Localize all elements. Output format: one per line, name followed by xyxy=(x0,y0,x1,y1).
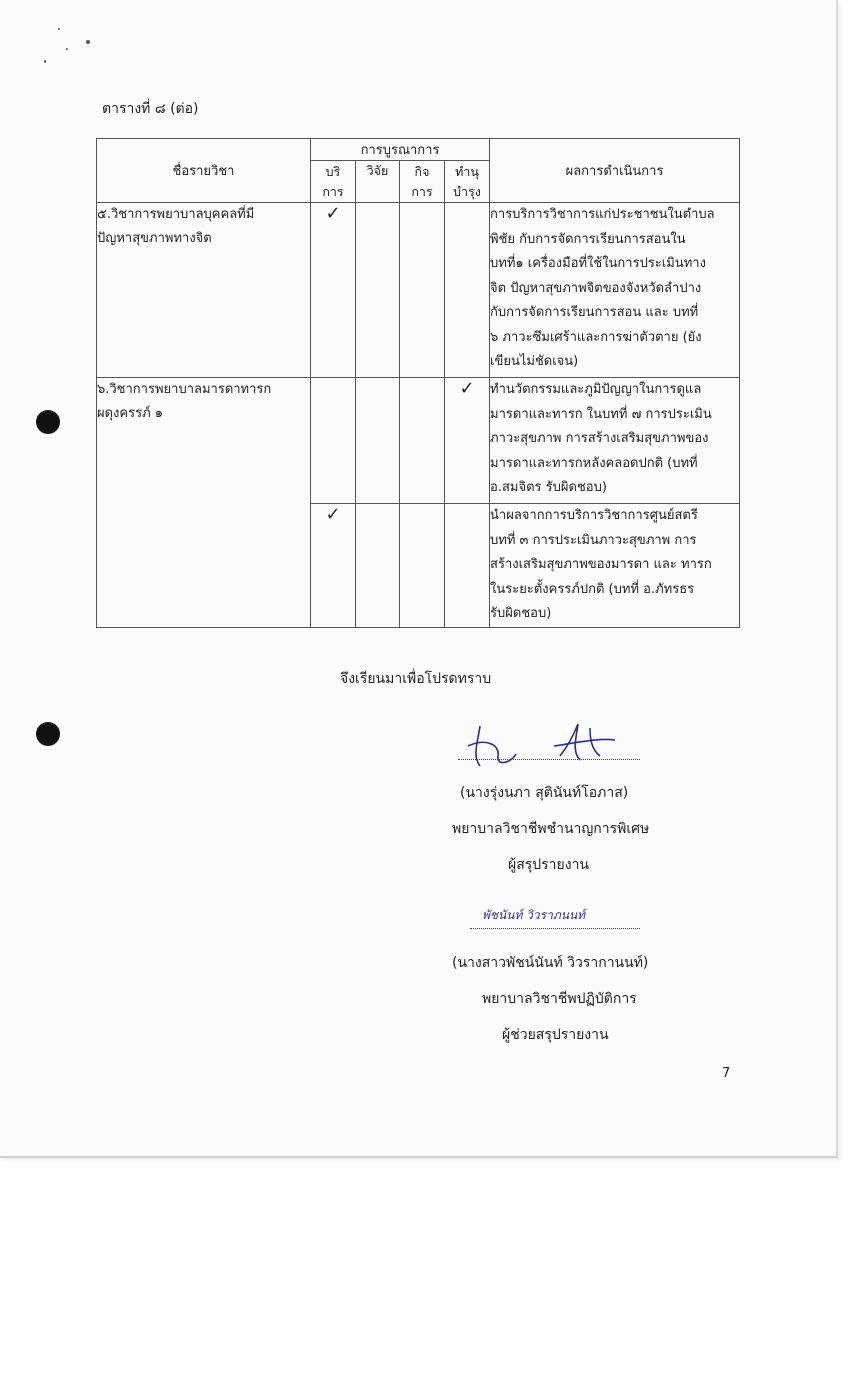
service-check-cell xyxy=(311,203,356,378)
result-line: เขียนไม่ชัดเจน) xyxy=(490,354,579,369)
check-mark-icon: ✓ xyxy=(325,203,341,224)
research-cell xyxy=(356,504,400,628)
activity-cell xyxy=(400,504,445,628)
signature-2-handwriting: พัชนันท์ วิวราภนนท์ xyxy=(482,908,586,922)
header-integration: การบูรณาการ xyxy=(311,139,490,161)
signature-line xyxy=(470,928,640,929)
signer-1-role: ผู้สรุปรายงาน xyxy=(508,857,590,873)
punch-hole xyxy=(36,722,60,746)
signer-2-role: ผู้ช่วยสรุปรายงาน xyxy=(502,1027,609,1043)
header-result: ผลการดำเนินการ xyxy=(490,139,740,203)
signer-1-position: พยาบาลวิชาชีพชำนาญการพิเศษ xyxy=(452,821,650,837)
table-caption: ตารางที่ ๘ (ต่อ) xyxy=(102,101,199,117)
research-cell xyxy=(356,378,400,504)
header-culture-line1: ทำนุ xyxy=(455,163,479,179)
result-line: รับผิดชอบ) xyxy=(490,606,552,621)
header-service-line2: การ xyxy=(322,183,344,199)
subject-line: ๕.วิชาการพยาบาลบุคคลที่มี xyxy=(97,207,255,222)
signature-1-icon xyxy=(450,716,640,776)
signer-2-name: (นางสาวพัชน์นันท์ วิวรากานนท์) xyxy=(452,955,649,971)
result-line: มารดาและทารก ในบทที่ ๗ การประเมิน xyxy=(490,406,712,422)
scan-speck xyxy=(66,48,68,50)
check-mark-icon: ✓ xyxy=(325,504,341,525)
result-cell xyxy=(490,504,740,628)
result-line: ทำนวัตกรรมและภูมิปัญญาในการดูแล xyxy=(490,382,702,397)
result-cell xyxy=(490,203,740,378)
service-cell xyxy=(311,378,356,504)
header-service-line1: บริ xyxy=(325,163,341,179)
signer-2-position: พยาบาลวิชาชีพปฏิบัติการ xyxy=(482,991,637,1007)
subject-cell xyxy=(97,203,311,378)
result-line: อ.สมจิตร รับผิดชอบ) xyxy=(490,480,607,495)
result-line: พิชัย กับการจัดการเรียนการสอนใน xyxy=(490,231,686,247)
activity-cell xyxy=(400,203,445,378)
result-cell xyxy=(490,378,740,504)
header-research xyxy=(356,161,400,203)
check-mark-icon: ✓ xyxy=(459,378,475,399)
subject-line: ๖.วิชาการพยาบาลมารดาทารก xyxy=(97,382,272,397)
scan-speck xyxy=(58,28,60,30)
table-row xyxy=(97,378,740,504)
result-line: ภาวะสุขภาพ การสร้างเสริมสุขภาพของ xyxy=(490,431,709,446)
result-line: การบริการวิชาการแก่ประชาชนในตำบล xyxy=(490,207,715,222)
integration-table xyxy=(96,138,740,628)
signer-1-name: (นางรุ่งนภา สุตินันท์โอภาส) xyxy=(460,785,629,801)
result-line: มารดาและทารกหลังคลอดปกติ (บทที่ xyxy=(490,455,698,471)
result-line: ในระยะตั้งครรภ์ปกติ (บทที่ อ.ภัทรธร xyxy=(490,581,695,597)
culture-cell xyxy=(445,203,490,378)
punch-hole xyxy=(36,410,60,434)
subject-cell xyxy=(97,378,311,628)
result-line: จิต ปัญหาสุขภาพจิตของจังหวัดลำปาง xyxy=(490,280,702,296)
header-subject: ชื่อรายวิชา xyxy=(97,139,311,203)
header-activity xyxy=(400,161,445,203)
subject-line: ผดุงครรภ์ ๑ xyxy=(97,406,164,421)
result-line: บทที่ ๓ การประเมินภาวะสุขภาพ การ xyxy=(490,532,697,548)
header-service xyxy=(311,161,356,203)
header-research-label: วิจัย xyxy=(366,163,389,178)
activity-cell xyxy=(400,378,445,504)
header-activity-line2: การ xyxy=(411,183,433,199)
closing-text: จึงเรียนมาเพื่อโปรดทราบ xyxy=(340,671,492,687)
result-line: สร้างเสริมสุขภาพของมารดา และ ทารก xyxy=(490,557,712,572)
page-number: 7 xyxy=(722,1066,731,1081)
culture-check-cell xyxy=(445,378,490,504)
header-culture-line2: บำรุง xyxy=(453,183,481,199)
result-line: ๖ ภาวะซึมเศร้าและการฆ่าตัวตาย (ยัง xyxy=(490,329,702,345)
result-line: บทที่๑ เครื่องมือที่ใช้ในการประเมินทาง xyxy=(490,256,706,271)
result-line: นำผลจากการบริการวิชาการศูนย์สตรี xyxy=(490,508,698,523)
signature-line xyxy=(458,759,640,760)
header-activity-line1: กิจ xyxy=(414,163,430,179)
scan-speck xyxy=(44,60,46,63)
subject-line: ปัญหาสุขภาพทางจิต xyxy=(97,231,212,246)
research-cell xyxy=(356,203,400,378)
culture-cell xyxy=(445,504,490,628)
result-line: กับการจัดการเรียนการสอน และ บทที่ xyxy=(490,305,699,320)
table-row xyxy=(97,203,740,378)
scan-speck xyxy=(86,40,90,44)
header-culture xyxy=(445,161,490,203)
service-check-cell xyxy=(311,504,356,628)
